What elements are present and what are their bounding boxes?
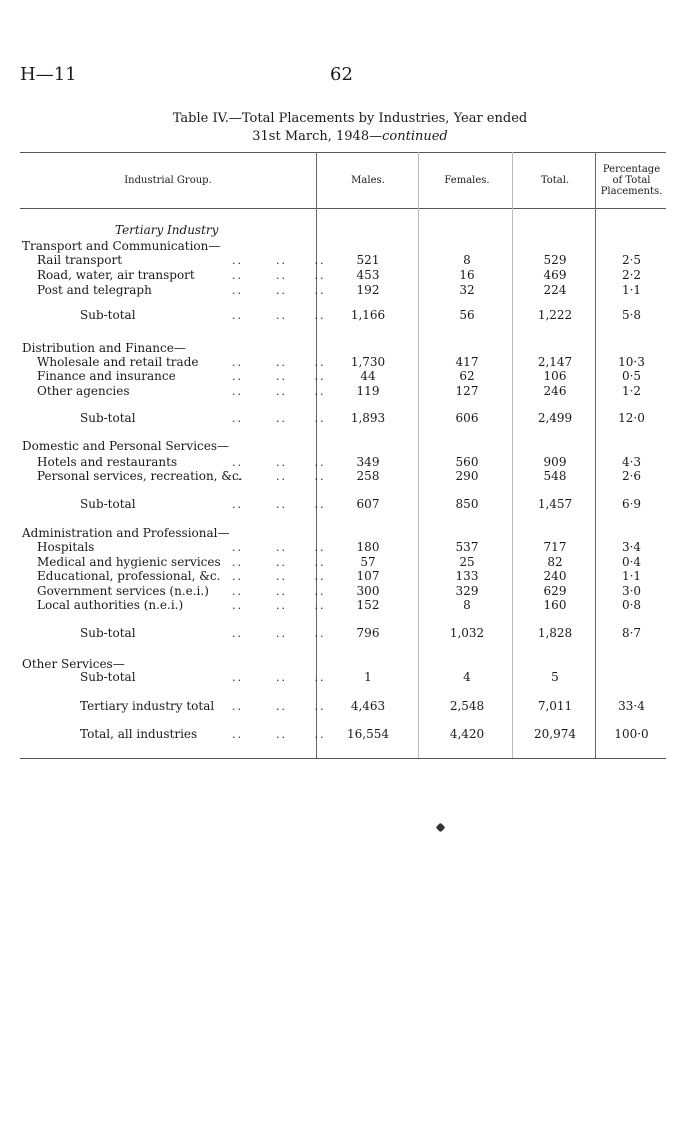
females-cell: 127 bbox=[455, 384, 479, 398]
leader-dots: .. .. .. bbox=[232, 412, 326, 425]
total-cell: 469 bbox=[543, 268, 567, 282]
table-row bbox=[0, 584, 700, 599]
females-cell: 1,032 bbox=[449, 626, 485, 640]
row-label: Sub-total bbox=[80, 670, 136, 684]
males-cell: 16,554 bbox=[347, 727, 389, 741]
row-label: Rail transport bbox=[37, 253, 123, 267]
leader-dots: .. .. .. bbox=[232, 470, 326, 483]
table-row bbox=[0, 555, 700, 570]
leader-dots: .. .. .. bbox=[232, 570, 326, 583]
total-cell: 1,222 bbox=[537, 308, 573, 322]
females-cell: 560 bbox=[455, 455, 479, 469]
females-cell: 8 bbox=[463, 598, 471, 612]
row-label: Wholesale and retail trade bbox=[37, 355, 199, 369]
percentage-line2: of Total bbox=[612, 175, 651, 186]
percentage-cell: 5·8 bbox=[621, 308, 642, 322]
females-cell: 8 bbox=[463, 253, 471, 267]
subtotal-row bbox=[0, 670, 700, 685]
leader-dots: .. .. .. bbox=[232, 671, 326, 684]
row-label: Hospitals bbox=[37, 540, 95, 554]
column-header-females: Females. bbox=[444, 175, 490, 186]
row-label: Medical and hygienic services bbox=[37, 555, 221, 569]
females-cell: 606 bbox=[455, 411, 479, 425]
column-header-percentage bbox=[597, 164, 666, 197]
subtotal-row bbox=[0, 497, 700, 512]
total-cell: 106 bbox=[543, 369, 567, 383]
females-cell: 329 bbox=[455, 584, 479, 598]
percentage-cell: 0·5 bbox=[621, 369, 642, 383]
subtotal-row bbox=[0, 699, 700, 714]
row-label: Post and telegraph bbox=[37, 283, 152, 297]
percentage-cell: 33·4 bbox=[618, 699, 645, 713]
total-cell: 548 bbox=[543, 469, 567, 483]
row-label: Other Services— bbox=[22, 657, 125, 671]
row-label: Personal services, recreation, &c. bbox=[37, 469, 243, 483]
row-label: Tertiary industry total bbox=[80, 699, 215, 713]
leader-dots: .. .. .. bbox=[232, 728, 326, 741]
percentage-cell: 3·4 bbox=[621, 540, 642, 554]
males-cell: 349 bbox=[356, 455, 380, 469]
column-header-group: Industrial Group. bbox=[124, 175, 212, 186]
females-cell: 62 bbox=[459, 369, 475, 383]
row-label: Educational, professional, &c. bbox=[37, 569, 221, 583]
males-cell: 796 bbox=[356, 626, 380, 640]
table-row bbox=[0, 283, 700, 298]
section-row bbox=[0, 223, 700, 238]
total-cell: 82 bbox=[547, 555, 563, 569]
table-row bbox=[0, 384, 700, 399]
percentage-cell: 1·1 bbox=[621, 569, 642, 583]
percentage-cell: 100·0 bbox=[614, 727, 649, 741]
percentage-line3: Placements. bbox=[600, 186, 663, 197]
percentage-cell: 2·2 bbox=[621, 268, 642, 282]
total-cell: 20,974 bbox=[534, 727, 576, 741]
row-label: Sub-total bbox=[80, 411, 136, 425]
leader-dots: .. .. .. bbox=[232, 541, 326, 554]
row-label: Local authorities (n.e.i.) bbox=[37, 598, 184, 612]
percentage-line1: Percentage bbox=[602, 164, 661, 175]
subtotal-row bbox=[0, 411, 700, 426]
title-date: 31st March, 1948— bbox=[252, 129, 383, 144]
total-cell: 629 bbox=[543, 584, 567, 598]
males-cell: 57 bbox=[360, 555, 376, 569]
males-cell: 1 bbox=[364, 670, 372, 684]
males-cell: 521 bbox=[356, 253, 380, 267]
total-cell: 246 bbox=[543, 384, 567, 398]
row-label: Government services (n.e.i.) bbox=[37, 584, 209, 598]
percentage-cell: 1·1 bbox=[621, 283, 642, 297]
table-row bbox=[0, 455, 700, 470]
males-cell: 1,893 bbox=[350, 411, 386, 425]
females-cell: 133 bbox=[455, 569, 479, 583]
table-title bbox=[0, 110, 700, 146]
females-cell: 850 bbox=[455, 497, 479, 511]
males-cell: 44 bbox=[360, 369, 376, 383]
percentage-cell: 4·3 bbox=[621, 455, 642, 469]
males-cell: 258 bbox=[356, 469, 380, 483]
leader-dots: .. .. .. bbox=[232, 370, 326, 383]
leader-dots: .. .. .. bbox=[232, 627, 326, 640]
row-label: Finance and insurance bbox=[37, 369, 176, 383]
table-row bbox=[0, 268, 700, 283]
males-cell: 453 bbox=[356, 268, 380, 282]
total-cell: 240 bbox=[543, 569, 567, 583]
page-number: 62 bbox=[330, 64, 353, 85]
subtotal-row bbox=[0, 727, 700, 742]
females-cell: 4 bbox=[463, 670, 471, 684]
percentage-cell: 0·8 bbox=[621, 598, 642, 612]
header-bottom-rule bbox=[20, 208, 666, 209]
subtotal-row bbox=[0, 626, 700, 641]
total-cell: 1,828 bbox=[537, 626, 573, 640]
total-cell: 909 bbox=[543, 455, 567, 469]
row-label: Hotels and restaurants bbox=[37, 455, 178, 469]
females-cell: 290 bbox=[455, 469, 479, 483]
leader-dots: .. .. .. bbox=[232, 456, 326, 469]
males-cell: 119 bbox=[356, 384, 380, 398]
percentage-cell: 2·5 bbox=[621, 253, 642, 267]
table-row bbox=[0, 598, 700, 613]
males-cell: 1,166 bbox=[350, 308, 386, 322]
table-title-line1: Table IV.—Total Placements by Industries, Year ended bbox=[172, 111, 528, 126]
total-cell: 224 bbox=[543, 283, 567, 297]
total-cell: 717 bbox=[543, 540, 567, 554]
column-header-males: Males. bbox=[351, 175, 385, 186]
males-cell: 192 bbox=[356, 283, 380, 297]
percentage-cell: 3·0 bbox=[621, 584, 642, 598]
males-cell: 4,463 bbox=[350, 699, 386, 713]
percentage-cell: 10·3 bbox=[618, 355, 645, 369]
total-cell: 2,499 bbox=[537, 411, 573, 425]
table-row bbox=[0, 540, 700, 555]
row-label: Total, all industries bbox=[80, 727, 198, 741]
row-label: Sub-total bbox=[80, 626, 136, 640]
percentage-cell: 12·0 bbox=[618, 411, 645, 425]
leader-dots: .. .. .. bbox=[232, 356, 326, 369]
leader-dots: .. .. .. bbox=[232, 385, 326, 398]
page-code: H—11 bbox=[20, 64, 77, 85]
group-row bbox=[0, 439, 700, 454]
leader-dots: .. .. .. bbox=[232, 599, 326, 612]
group-row bbox=[0, 341, 700, 356]
total-cell: 7,011 bbox=[537, 699, 573, 713]
females-cell: 56 bbox=[459, 308, 475, 322]
row-label: Transport and Communication— bbox=[22, 239, 221, 253]
females-cell: 417 bbox=[455, 355, 479, 369]
leader-dots: .. .. .. bbox=[232, 700, 326, 713]
table-row bbox=[0, 469, 700, 484]
females-cell: 16 bbox=[459, 268, 475, 282]
leader-dots: .. .. .. bbox=[232, 269, 326, 282]
total-cell: 529 bbox=[543, 253, 567, 267]
leader-dots: .. .. .. bbox=[232, 556, 326, 569]
males-cell: 607 bbox=[356, 497, 380, 511]
subtotal-row bbox=[0, 308, 700, 323]
table-title-line2 bbox=[0, 128, 700, 146]
table-top-rule bbox=[20, 152, 666, 153]
title-continued: continued bbox=[382, 129, 448, 144]
percentage-cell: 6·9 bbox=[621, 497, 642, 511]
leader-dots: .. .. .. bbox=[232, 309, 326, 322]
row-label: Road, water, air transport bbox=[37, 268, 195, 282]
leader-dots: .. .. .. bbox=[232, 254, 326, 267]
table-row bbox=[0, 369, 700, 384]
males-cell: 180 bbox=[356, 540, 380, 554]
group-row bbox=[0, 526, 700, 541]
total-cell: 5 bbox=[551, 670, 559, 684]
total-cell: 160 bbox=[543, 598, 567, 612]
leader-dots: .. .. .. bbox=[232, 284, 326, 297]
table-row bbox=[0, 355, 700, 370]
percentage-cell: 2·6 bbox=[621, 469, 642, 483]
row-label: Sub-total bbox=[80, 308, 136, 322]
females-cell: 4,420 bbox=[449, 727, 485, 741]
row-label: Domestic and Personal Services— bbox=[22, 439, 230, 453]
females-cell: 32 bbox=[459, 283, 475, 297]
row-label: Sub-total bbox=[80, 497, 136, 511]
total-cell: 1,457 bbox=[537, 497, 573, 511]
percentage-cell: 8·7 bbox=[621, 626, 642, 640]
males-cell: 152 bbox=[356, 598, 380, 612]
leader-dots: .. .. .. bbox=[232, 498, 326, 511]
column-header-total: Total. bbox=[540, 175, 570, 186]
total-cell: 2,147 bbox=[537, 355, 573, 369]
percentage-cell: 0·4 bbox=[621, 555, 642, 569]
row-label: Administration and Professional— bbox=[22, 526, 230, 540]
males-cell: 300 bbox=[356, 584, 380, 598]
males-cell: 107 bbox=[356, 569, 380, 583]
row-label: Tertiary Industry bbox=[115, 223, 219, 237]
group-row bbox=[0, 239, 700, 254]
females-cell: 2,548 bbox=[449, 699, 485, 713]
males-cell: 1,730 bbox=[350, 355, 386, 369]
row-label: Other agencies bbox=[37, 384, 130, 398]
table-row bbox=[0, 253, 700, 268]
percentage-cell: 1·2 bbox=[621, 384, 642, 398]
table-row bbox=[0, 569, 700, 584]
females-cell: 537 bbox=[455, 540, 479, 554]
leader-dots: .. .. .. bbox=[232, 585, 326, 598]
row-label: Distribution and Finance— bbox=[22, 341, 186, 355]
females-cell: 25 bbox=[459, 555, 475, 569]
table-bottom-rule bbox=[20, 758, 666, 759]
ink-mark bbox=[436, 823, 446, 833]
